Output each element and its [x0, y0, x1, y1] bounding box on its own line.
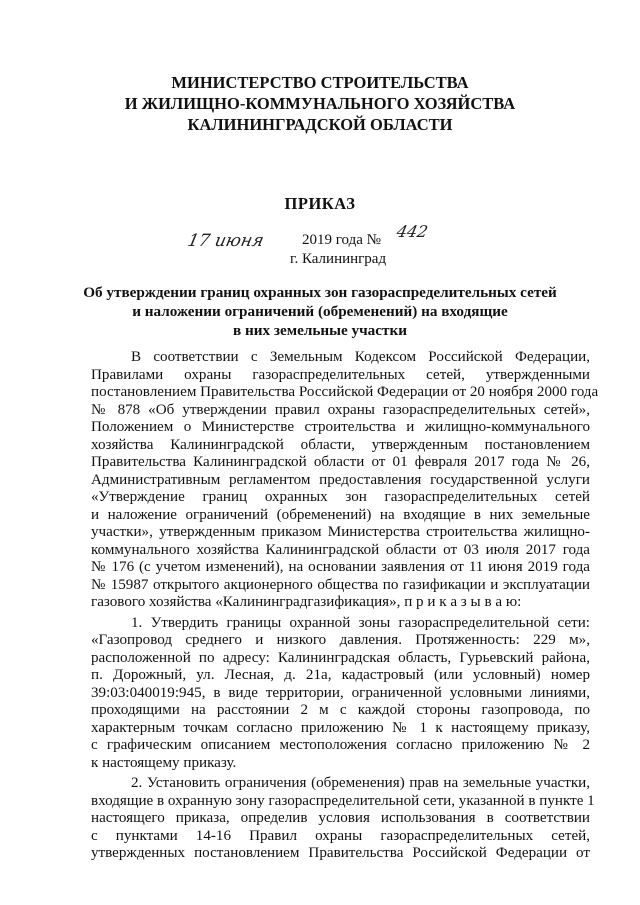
text-line: Правительства Калининградской области от 01 февраля 2017 года № 26,: [91, 454, 590, 470]
text-line: коммунального хозяйства Калининградской области от 03 июля 2017 года: [91, 541, 590, 558]
text-line: постановлением Правительства Российской Федерации от 20 ноября 2000 года: [91, 384, 599, 400]
text-line: проходящими на расстоянии 2 м с каждой стороны газопровода, по: [91, 702, 590, 718]
text-line: к настоящему приказу.: [91, 754, 237, 771]
text-line: 39:03:040019:945, в виде территории, ограниченной условными линиями,: [91, 684, 590, 701]
text-line: № 878 «Об утверждении правил охраны газораспределительных сетей»,: [91, 401, 590, 418]
title-line-3: в них земельные участки: [233, 322, 407, 339]
text-line: Положением о Министерстве строительства и жилищно-коммунального: [91, 419, 590, 435]
text-line: газового хозяйства «Калининградгазификация», п р и к а з ы в а ю:: [91, 594, 522, 610]
text-line: № 176 (с учетом изменений), на основании заявления от 11 июня 2019 года: [91, 559, 590, 575]
text-line: и наложение ограничений (обременений) на входящие в них земельные: [91, 506, 590, 523]
text-line: В соответствии с Земельным Кодексом Российской Федерации,: [131, 349, 590, 365]
title-line-1: Об утверждении границ охранных зон газораспределительных сетей: [83, 284, 557, 301]
text-line: Административным регламентом предоставления государственной услуги: [91, 471, 590, 488]
paragraph-2: [91, 615, 590, 773]
text-line: с пунктами 14-16 Правил охраны газораспределительных сетей,: [91, 827, 590, 844]
order-body: [91, 349, 599, 863]
date-line: [0, 222, 640, 252]
handwritten-number: 442: [394, 222, 430, 241]
text-line: Правилами охраны газораспределительных сетей, утвержденными: [91, 366, 590, 383]
handwritten-date: 17 июня: [185, 231, 266, 251]
ministry-line-3: КАЛИНИНГРАДСКОЙ ОБЛАСТИ: [187, 115, 453, 134]
text-line: утвержденных постановлением Правительства Российской Федерации от: [91, 845, 590, 861]
city: г. Калининград: [290, 251, 387, 267]
text-line: 2. Установить ограничения (обременения) прав на земельные участки,: [131, 775, 590, 791]
text-line: характерным точкам согласно приложению № 1 к настоящему приказу,: [91, 719, 590, 736]
text-line: участки», утвержденным приказом Министерства строительства жилищно-: [91, 524, 590, 540]
text-line: настоящего приказа, определив условия использования в соответствии: [91, 810, 590, 826]
text-line: 1. Утвердить границы охранной зоны газораспределительной сети:: [131, 614, 590, 631]
text-line: «Газопровод среднего и низкого давления. Протяженность: 229 м»,: [91, 632, 590, 648]
text-line: № 15987 открытого акционерного общества по газификации и эксплуатации: [91, 576, 590, 593]
text-line: хозяйства Калининградской области, утвержденным постановлением: [91, 436, 590, 453]
year-number-label: 2019 года №: [302, 232, 381, 248]
text-line: расположенной по адресу: Калининградская область, Гурьевский района,: [91, 649, 590, 666]
paragraph-3: [91, 775, 595, 863]
title-line-2: и наложении ограничений (обременений) на входящие: [132, 303, 508, 320]
paragraph-1: [91, 349, 599, 612]
text-line: «Утверждение границ охранных зон газораспределительных сетей: [91, 489, 590, 505]
ministry-line-1: МИНИСТЕРСТВО СТРОИТЕЛЬСТВА: [171, 73, 469, 92]
text-line: входящие в охранную зону газораспределительной сети, указанной в пункте 1: [91, 792, 595, 809]
order-title: [0, 283, 640, 340]
ministry-header: [0, 72, 640, 135]
text-line: п. Дорожный, ул. Лесная, д. 21а, кадастровый (или условный) номер: [91, 667, 590, 683]
text-line: с графическим описанием местоположения согласно приложению № 2: [91, 737, 590, 753]
ministry-line-2: И ЖИЛИЩНО-КОММУНАЛЬНОГО ХОЗЯЙСТВА: [124, 94, 516, 113]
document-type: ПРИКАЗ: [284, 194, 356, 213]
